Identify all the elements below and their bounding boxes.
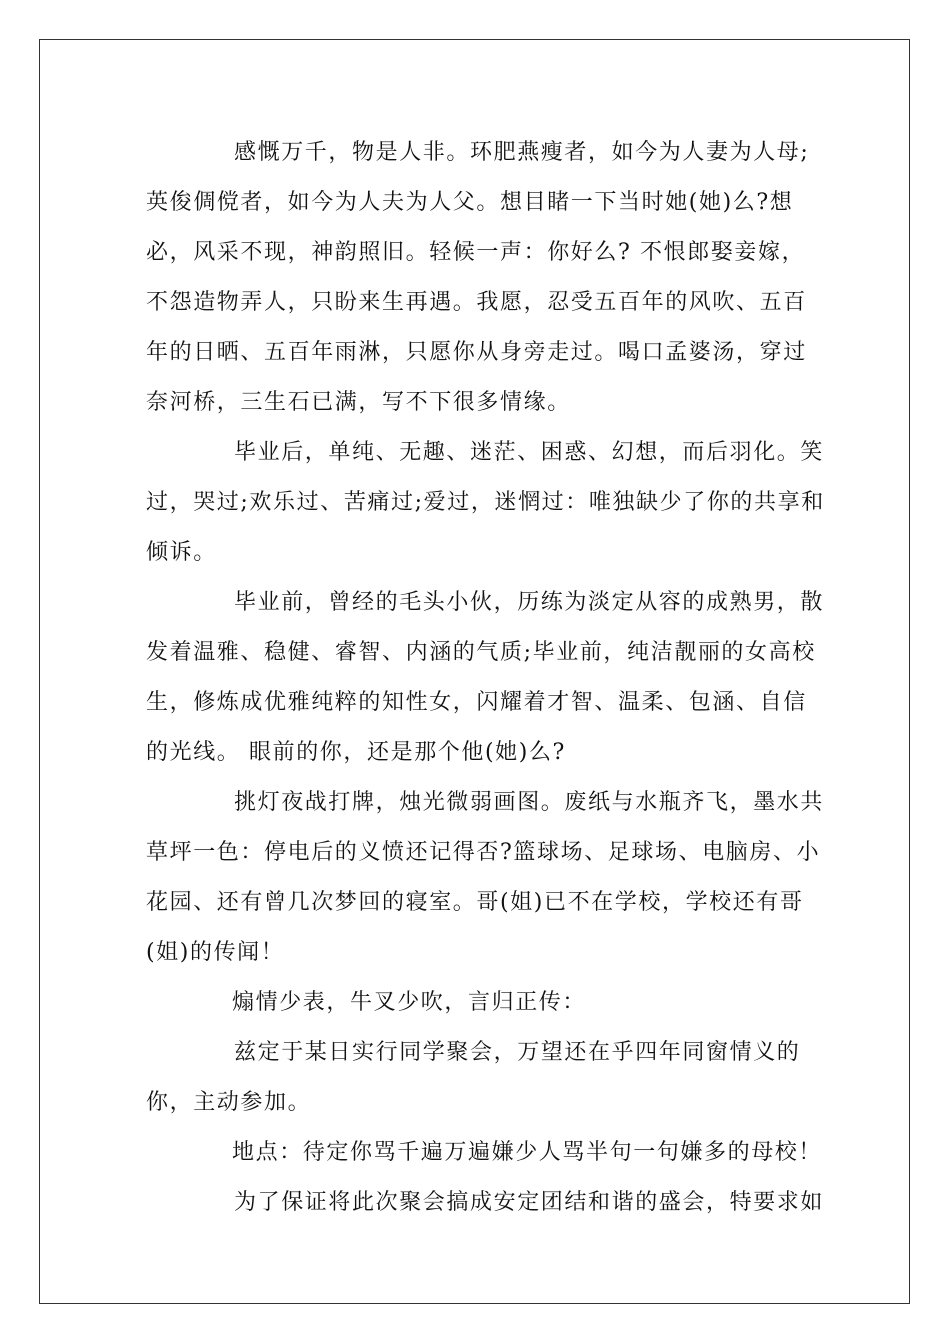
paragraph-text: 煽情少表，牛叉少吹，言归正传： <box>232 990 587 1015</box>
paragraph-5 <box>146 978 826 1028</box>
paragraph-3 <box>146 578 826 778</box>
paragraph-text: 为了保证将此次聚会搞成安定团结和谐的盛会，特要求如 <box>234 1190 825 1215</box>
paragraph-6 <box>146 1028 826 1128</box>
paragraph-text: 挑灯夜战打牌，烛光微弱画图。废纸与水瓶齐飞，墨水共草坪一色：停电后的义愤还记得否?篮球场、足球场、电脑房、小花园、还有曾几次梦回的寝室。哥(姐)已不在学校，学校还有哥(姐)的传闻！ <box>146 790 825 965</box>
paragraph-2 <box>146 428 826 578</box>
paragraph-1 <box>146 128 826 428</box>
paragraph-text: 毕业后，单纯、无趣、迷茫、困惑、幻想，而后羽化。笑过，哭过;欢乐过、苦痛过;爱过，迷惘过：唯独缺少了你的共享和倾诉。 <box>146 440 825 565</box>
paragraph-text: 地点：待定你骂千遍万遍嫌少人骂半句一句嫌多的母校！ <box>232 1140 823 1165</box>
paragraph-text: 兹定于某日实行同学聚会，万望还在乎四年同窗情义的你，主动参加。 <box>146 1040 801 1115</box>
paragraph-text: 感慨万千，物是人非。环肥燕瘦者，如今为人妻为人母;英俊倜傥者，如今为人夫为人父。想目睹一下当时她(她)么?想必，风采不现，神韵照旧。轻候一声：你好么? 不恨郎娶妾嫁，不怨造物弄人，只盼来生再遇。我愿，忍受五百年的风吹、五百年的日晒、五百年雨淋，只愿你从身旁走过。喝口孟婆汤，穿过奈河桥，三生石已满，写不下很多情缘。 <box>146 140 810 415</box>
paragraph-4 <box>146 778 826 978</box>
paragraph-8 <box>146 1178 826 1228</box>
paragraph-text: 毕业前，曾经的毛头小伙，历练为淡定从容的成熟男，散发着温雅、稳健、睿智、内涵的气质;毕业前，纯洁靓丽的女高校生，修炼成优雅纯粹的知性女，闪耀着才智、温柔、包涵、自信的光线。 眼前的你，还是那个他(她)么? <box>146 590 825 765</box>
paragraph-7 <box>146 1128 826 1178</box>
